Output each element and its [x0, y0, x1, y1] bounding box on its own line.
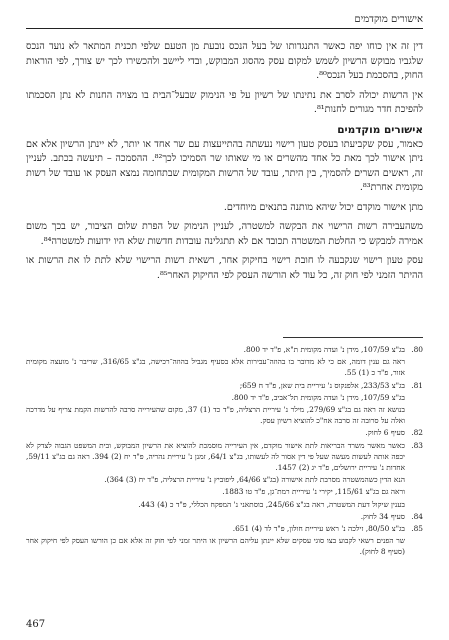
footnote-text: בג"צ 233/53, אלפנקוס נ' עיריית בית שאן, פ"ד ח 659; — [239, 380, 405, 390]
footnote — [26, 404, 423, 426]
footnote-number — [405, 404, 423, 426]
footnote-number — [405, 474, 423, 485]
footnote-text: הנא הדין כשהמשטרה מסרבת לתת אישורה (בג"צ 64/66, ליפוביץ נ' עיריית הרצליה, פ"ד יח (3) 364). — [104, 475, 405, 485]
footnote-text: כאשר מאשר משרד הבריאות לתת אישור מוקדם, אין העירייה מוסמכת להוציא את הרשיון המבוקש, ובית המשפט הגבוה לצדק לא יכפה אותה לעשות מעשה שעל פי דין אסור לה לעשותו, בג"צ 64/1, זמנן נ' עיריית נהריה, פ"ד יח (2) 394. ראה גם בג"צ 59/11, אחדות נ' עיריית ירושלים, פ"ד יג (2) 1457. — [26, 440, 405, 473]
paragraph-5: משהעבירה רשות הרישוי את הבקשה למשטרה, לעניין הנימוק של הפרת שלום הציבור, יש בכך משום אמירה למבקש כי החלטת המשטרה תכובד אם לא תתגלינה עובדות חדשות שלא היו ידועות למשטרה⁸⁴. — [26, 221, 423, 247]
footnote-text: סעיף 34 לחוק. — [360, 511, 405, 521]
paragraph-1: דין זה אין כוחו יפה כאשר התנגדותו של בעל הנכס נובעת מן הטעם שלפי תכנית המתאר לא נועד הנכס שלגביו מבוקש הרשיון לשמש למקום עסק מהסוג המבוקש, ובדי ליישב ולהכשירו לכך יש צורך, לפי הוראות החוק, בהסכמת בעל הנכס⁸⁰. — [26, 41, 423, 81]
footnote-number: 84. — [411, 511, 423, 521]
footnote-text: בנושא זה ראה גם בג"צ 279/69, מילר נ' עיריית הרצליה, פ"ד כד (1) 37, מקום שהעירייה סרבה להרשות הקמת צריף על מדרכה ואלה על סרובה זה סרבה אח"כ להוציא רשיון עסק. — [26, 405, 405, 426]
footnote-number: 83. — [411, 440, 423, 450]
footnote-number: 85. — [411, 524, 423, 534]
footnote-text: שר הפנים רשאי לקבוע בצו סוגי עסקים שלא יינתן עליהם הרשיון או היתר זמני לפי חוק זה אלא אם כן הורשו העסק לפי חיקוק אחר (סעיף 8 לחוק). — [26, 536, 405, 557]
paragraph-4: מתן אישור מוקדם יכול שיהא מותנה בתנאים מיוחדים. — [223, 201, 423, 213]
footnote-divider — [283, 337, 423, 338]
footnote — [26, 511, 423, 522]
footnote — [26, 486, 423, 497]
footnote — [26, 427, 423, 438]
footnote-number: 80. — [411, 345, 423, 354]
running-header: אישורים מוקדמים — [26, 14, 423, 29]
footnote — [26, 499, 423, 510]
page-number: 467 — [26, 619, 46, 630]
footnote-number — [405, 486, 423, 497]
section-heading: אישורים מוקדמים — [337, 123, 423, 136]
footnote-number: 82. — [411, 428, 423, 438]
footnote — [26, 535, 423, 557]
footnote — [26, 392, 423, 403]
footnote-text: בענין שיקול דעת המשטרה, ראה בג"צ 245/66, בוסתאני נ' המפקח הכללי, פ"ד כ (4) 443. — [138, 499, 405, 509]
footnote-text: בג"צ 80/50, זילכה נ' ראש עיריית חולון, פ"ד לד (4) 651. — [232, 524, 405, 534]
footnote-number — [405, 499, 423, 510]
footnote — [26, 474, 423, 485]
document-page — [26, 0, 423, 640]
footnote-number: 81. — [411, 380, 423, 390]
footnote — [26, 344, 423, 355]
paragraph-2: אין הרשות יכולה לסרב את נתינתו של רשיון על פי הנימוק שבעל־הבית בו מצויה החנות לא נתן הסכמתו להפיכת חדר מגורים לחנות⁸¹. — [26, 89, 423, 115]
footnotes — [26, 344, 423, 559]
footnote — [26, 380, 423, 391]
footnote-number — [405, 535, 423, 557]
paragraph-6: עסק טעון רישוי שנקבעה לו חובת רישוי בחיקוק אחר, רשאית רשות הרישוי שלא לתת לו את הרשות או ההיתר הזמני לפי חוק זה, כל עוד לא הורשה העסק לפי החיקוק האחר⁸⁵. — [26, 255, 423, 281]
footnote-text: בג"צ 107/59, מידן נ' ועדה מקומית ת"א, פ"ד יד 800. — [243, 345, 405, 354]
footnote — [26, 440, 423, 474]
footnote-number — [405, 356, 423, 378]
body-text — [26, 40, 423, 288]
footnote-number — [405, 392, 423, 403]
footnote — [26, 356, 423, 378]
footnote-text: ראה גם ענין דומה, אם כי לא מדובר בו בהוזה־עבירות אלא בסעיף מגביל בהוזה־רכישה, בג"צ 316/65, שריבר נ' מועצה מקומית אזור, פ"ד כ (1) 55. — [26, 357, 405, 378]
footnote-text: וראה גם בג"צ 115/61, יקירי נ' עיריית רמת־גן, פ"ד טו 1883. — [222, 487, 405, 497]
footnote — [26, 523, 423, 534]
footnote-text: בג"צ 107/59, מידן נ' ועדה מקומית תל־אביב, פ"ד יד 800. — [231, 392, 405, 402]
paragraph-3: כאמור, עסק שקביעתו בעסק טעון רישוי נעשתה בהתייעצות עם שר אחד או יותר, לא יינתן הרשיון אלא אם ניתן אישור לכך מאת כל אחד מהשרים או מי שאותו שר הסמיכו לכך⁸². ההסמכה – תיעשה בכתב. לעניין זה, ראשים השרים להסמיך, בין היתר, עובד של הרשות המקומית שבתחומה נמצא העסק או עובד של רשות מקומית אחרת⁸³. — [26, 138, 423, 193]
footnote-text: סעיף 6 לחוק. — [365, 428, 405, 438]
